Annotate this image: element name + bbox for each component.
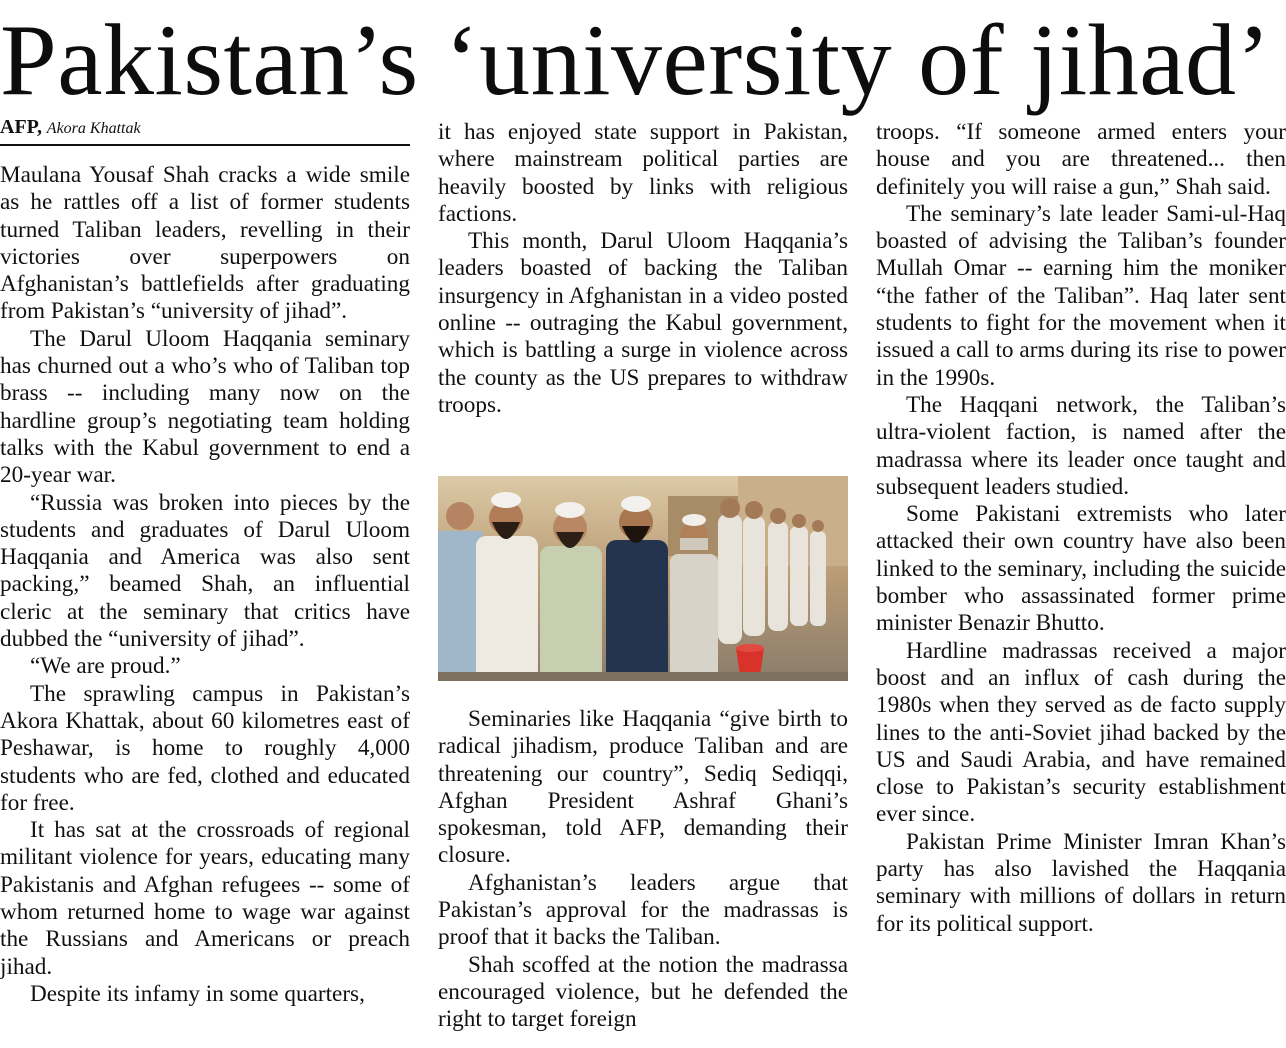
article-column-2-top: [438, 119, 848, 419]
paragraph: The seminary’s late leader Sami-ul-Haq boasted of advising the Taliban’s founder Mullah Omar -- earning him the moniker “the father of the Taliban”. Haq later sent students to fight for the movement when it issued a call to arms during its rise to power in the 1990s.: [876, 200, 1286, 391]
paragraph: Afghanistan’s leaders argue that Pakistan’s approval for the madrassas is proof that it backs the Taliban.: [438, 869, 848, 951]
paragraph: The Darul Uloom Haqqania seminary has churned out a who’s who of Taliban top brass -- including many now on the hardline group’s negotiating team holding talks with the Kabul government to end a 20-year war.: [0, 325, 410, 489]
paragraph: It has sat at the crossroads of regional militant violence for years, educating many Pakistanis and Afghan refugees -- some of whom returned home to wage war against the Russians and Americans or preach jihad.: [0, 817, 410, 980]
article-column-2-bottom: [438, 706, 848, 1034]
paragraph: Pakistan Prime Minister Imran Khan’s party has also lavished the Haqqania seminary with millions of dollars in return for its political support.: [876, 828, 1286, 937]
paragraph: troops. “If someone armed enters your house and you are threatened... then definitely you will raise a gun,” Shah said.: [876, 119, 1286, 200]
paragraph: Seminaries like Haqqania “give birth to radical jihadism, produce Taliban and are threatening our country”, Sediq Sediqqi, Afghan President Ashraf Ghani’s spokesman, told AFP, demanding their closure.: [438, 706, 848, 869]
byline-place: Akora Khattak: [46, 120, 141, 137]
byline-agency: AFP,: [0, 116, 43, 138]
byline: [0, 116, 410, 146]
article-column-1: [0, 162, 410, 1008]
paragraph: Some Pakistani extremists who later attacked their own country have also been linked to the seminary, including the suicide bomber who assassinated former prime minister Benazir Bhutto.: [876, 501, 1286, 637]
paragraph: Despite its infamy in some quarters,: [30, 980, 365, 1007]
paragraph: Shah scoffed at the notion the madrassa encouraged violence, but he defended the right to target foreign: [438, 951, 848, 1033]
paragraph: Maulana Yousaf Shah cracks a wide smile as he rattles off a list of former students turned Taliban leaders, revelling in their victories over superpowers on Afghanistan’s battlefields after graduating from Pakistan’s “university of jihad”.: [0, 162, 410, 325]
photo-of-students-in-queue-icon: [438, 476, 848, 681]
headline: Pakistan’s ‘university of jihad’: [0, 4, 1271, 117]
paragraph: The sprawling campus in Pakistan’s Akora Khattak, about 60 kilometres east of Peshawar, is home to roughly 4,000 students who are fed, clothed and educated for free.: [0, 680, 410, 816]
paragraph: The Haqqani network, the Taliban’s ultra-violent faction, is named after the madrassa where its leader once taught and subsequent leaders studied.: [876, 391, 1286, 500]
news-photo: [438, 476, 848, 681]
paragraph: “Russia was broken into pieces by the students and graduates of Darul Uloom Haqqania and America was also sent packing,” beamed Shah, an influential cleric at the seminary that critics have dubbed the “university of jihad”.: [0, 489, 410, 653]
paragraph: Hardline madrassas received a major boost and an influx of cash during the 1980s when they served as de facto supply lines to the anti-Soviet jihad backed by the US and Saudi Arabia, and have remained close to Pakistan’s security establishment ever since.: [876, 637, 1286, 828]
paragraph: it has enjoyed state support in Pakistan, where mainstream political parties are heavily boosted by links with religious factions.: [438, 119, 848, 227]
article-column-3: [876, 119, 1286, 938]
paragraph: This month, Darul Uloom Haqqania’s leaders boasted of backing the Taliban insurgency in Afghanistan in a video posted online -- outraging the Kabul government, which is battling a surge in violence across the county as the US prepares to withdraw troops.: [438, 228, 848, 418]
paragraph: “We are proud.”: [30, 653, 181, 680]
